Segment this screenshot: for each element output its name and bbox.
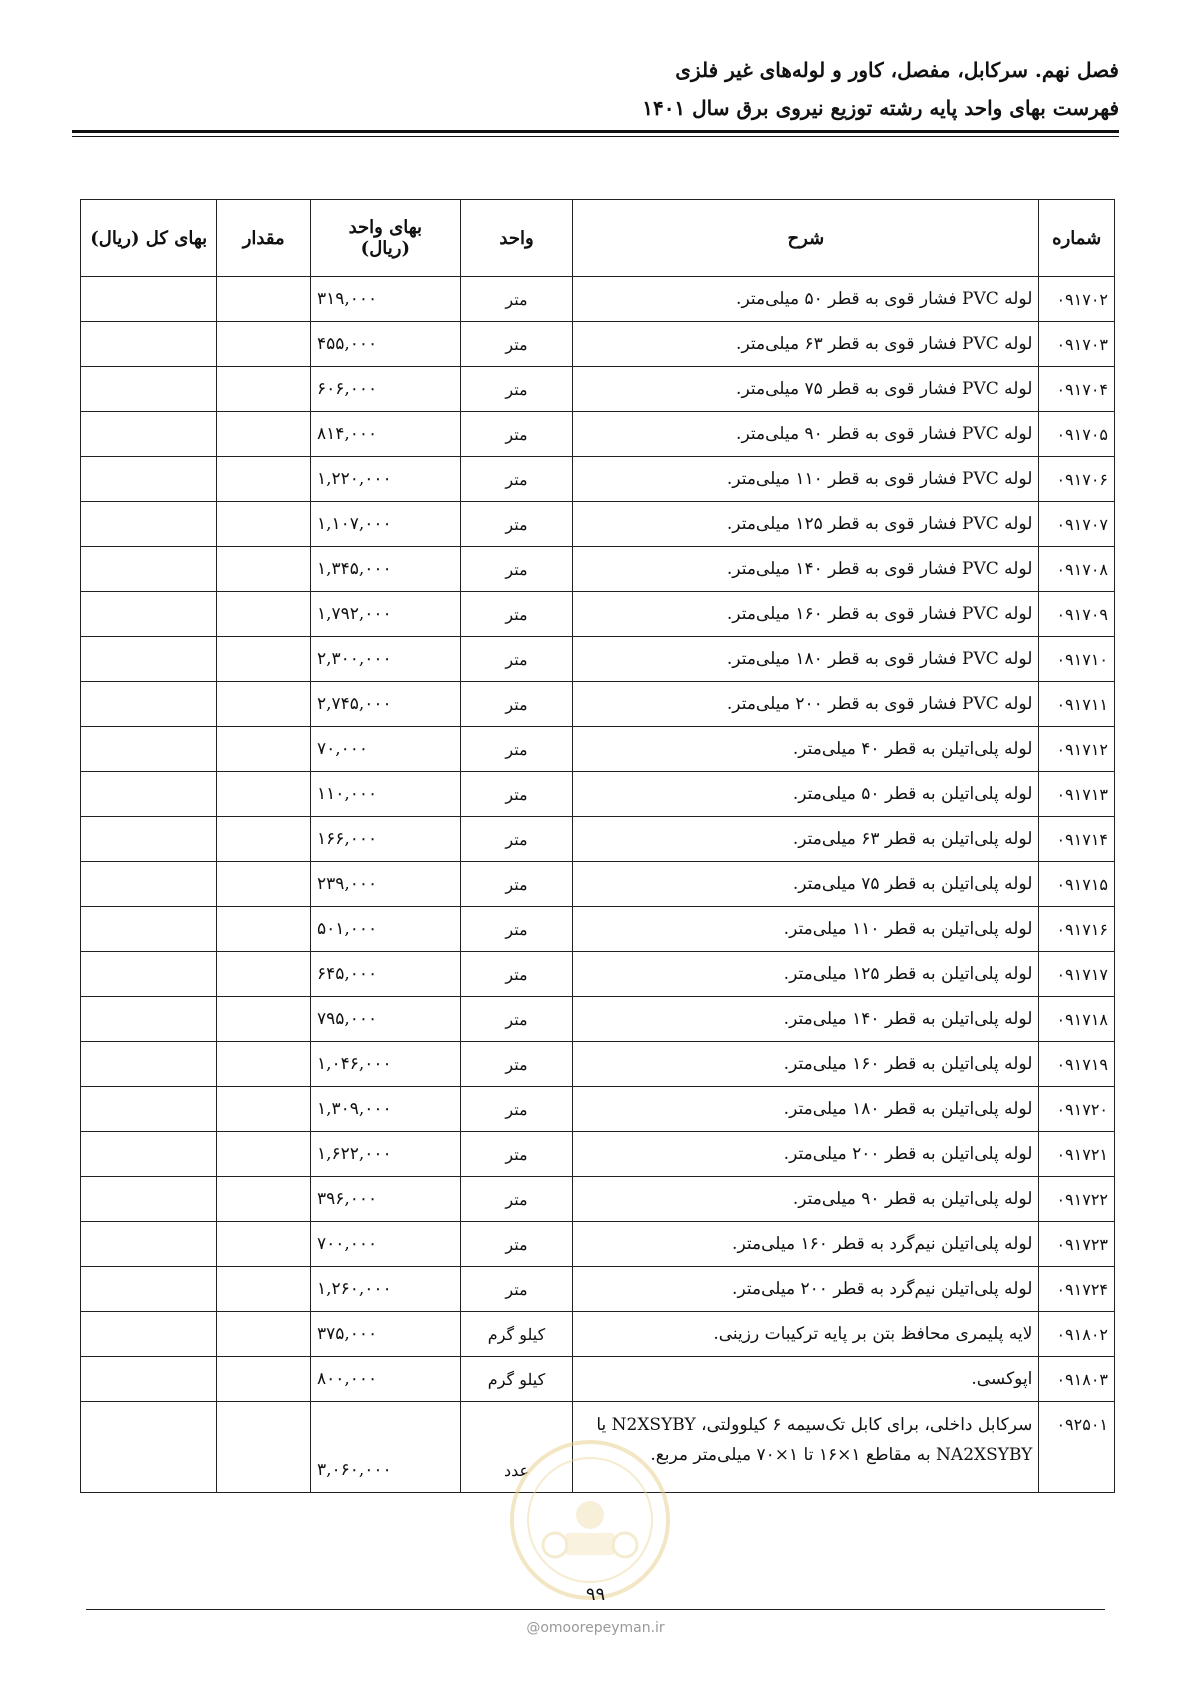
row-total [81, 457, 217, 502]
row-unit-price: ۲,۳۰۰,۰۰۰ [310, 637, 460, 682]
row-unit: عدد [460, 1402, 573, 1493]
row-unit: متر [460, 412, 573, 457]
row-quantity [217, 1357, 311, 1402]
row-description: لوله PVC فشار قوی به قطر ۱۶۰ میلی‌متر. [573, 592, 1039, 637]
row-description: لوله PVC فشار قوی به قطر ۱۴۰ میلی‌متر. [573, 547, 1039, 592]
row-unit-price: ۴۵۵,۰۰۰ [310, 322, 460, 367]
row-description: لوله پلی‌اتیلن نیم‌گرد به قطر ۱۶۰ میلی‌متر. [573, 1222, 1039, 1267]
row-unit-price: ۱,۲۶۰,۰۰۰ [310, 1267, 460, 1312]
row-unit-price: ۷۹۵,۰۰۰ [310, 997, 460, 1042]
row-description: لوله پلی‌اتیلن به قطر ۱۸۰ میلی‌متر. [573, 1087, 1039, 1132]
row-code: ۰۹۱۷۱۶ [1039, 907, 1115, 952]
row-code: ۰۹۱۷۱۱ [1039, 682, 1115, 727]
row-unit: متر [460, 277, 573, 322]
row-unit: متر [460, 322, 573, 367]
row-unit: متر [460, 862, 573, 907]
table-row [81, 367, 1115, 412]
row-unit: متر [460, 367, 573, 412]
row-description: لوله PVC فشار قوی به قطر ۷۵ میلی‌متر. [573, 367, 1039, 412]
row-code: ۰۹۱۷۲۴ [1039, 1267, 1115, 1312]
row-total [81, 277, 217, 322]
price-table [80, 199, 1115, 1493]
row-quantity [217, 547, 311, 592]
row-total [81, 997, 217, 1042]
row-unit: متر [460, 592, 573, 637]
table-row [81, 1312, 1115, 1357]
row-quantity [217, 1042, 311, 1087]
table-row [81, 1222, 1115, 1267]
website-watermark: @omoorepeyman.ir [526, 1620, 665, 1636]
row-quantity [217, 277, 311, 322]
row-total [81, 1132, 217, 1177]
row-quantity [217, 412, 311, 457]
header-description: شرح [573, 200, 1039, 277]
table-row [81, 772, 1115, 817]
row-unit: متر [460, 682, 573, 727]
row-code: ۰۹۱۷۰۵ [1039, 412, 1115, 457]
row-description: لوله PVC فشار قوی به قطر ۱۱۰ میلی‌متر. [573, 457, 1039, 502]
row-code: ۰۹۱۸۰۳ [1039, 1357, 1115, 1402]
row-total [81, 412, 217, 457]
row-description: لوله PVC فشار قوی به قطر ۶۳ میلی‌متر. [573, 322, 1039, 367]
row-description: لایه پلیمری محافظ بتن بر پایه ترکیبات رزینی. [573, 1312, 1039, 1357]
row-unit: متر [460, 1042, 573, 1087]
page-number: ۹۹ [585, 1584, 606, 1605]
row-unit-price: ۳,۰۶۰,۰۰۰ [310, 1402, 460, 1493]
row-code: ۰۹۲۵۰۱ [1039, 1402, 1115, 1493]
row-quantity [217, 637, 311, 682]
row-unit-price: ۱,۶۲۲,۰۰۰ [310, 1132, 460, 1177]
row-description-line1: سرکابل داخلی، برای کابل تک‌سیمه ۶ کیلوولتی، N2XSYBY یا [596, 1415, 1033, 1435]
row-quantity [217, 592, 311, 637]
row-unit-price: ۷۰۰,۰۰۰ [310, 1222, 460, 1267]
row-total [81, 502, 217, 547]
row-description: لوله پلی‌اتیلن به قطر ۱۴۰ میلی‌متر. [573, 997, 1039, 1042]
row-total [81, 592, 217, 637]
row-quantity [217, 1177, 311, 1222]
row-code: ۰۹۱۷۲۰ [1039, 1087, 1115, 1132]
row-unit: متر [460, 457, 573, 502]
header-divider-thick [72, 130, 1119, 133]
row-code: ۰۹۱۷۱۲ [1039, 727, 1115, 772]
row-quantity [217, 997, 311, 1042]
table-header-row [81, 200, 1115, 277]
header-total-price: بهای کل (ریال) [81, 200, 217, 277]
row-description: لوله پلی‌اتیلن به قطر ۱۲۵ میلی‌متر. [573, 952, 1039, 997]
page-header [72, 58, 1119, 126]
row-description: لوله پلی‌اتیلن به قطر ۴۰ میلی‌متر. [573, 727, 1039, 772]
table-row [81, 1042, 1115, 1087]
table-row [81, 952, 1115, 997]
table-row [81, 727, 1115, 772]
row-unit-price: ۲,۷۴۵,۰۰۰ [310, 682, 460, 727]
row-unit-price: ۱,۳۰۹,۰۰۰ [310, 1087, 460, 1132]
header-quantity: مقدار [217, 200, 311, 277]
row-unit: متر [460, 727, 573, 772]
row-unit-price: ۸۰۰,۰۰۰ [310, 1357, 460, 1402]
row-description: لوله PVC فشار قوی به قطر ۱۸۰ میلی‌متر. [573, 637, 1039, 682]
row-description: لوله پلی‌اتیلن به قطر ۱۱۰ میلی‌متر. [573, 907, 1039, 952]
row-quantity [217, 1267, 311, 1312]
table-row [81, 817, 1115, 862]
row-description: لوله پلی‌اتیلن به قطر ۵۰ میلی‌متر. [573, 772, 1039, 817]
row-total [81, 1042, 217, 1087]
footer-divider [86, 1609, 1105, 1610]
row-unit-price: ۱,۷۹۲,۰۰۰ [310, 592, 460, 637]
row-unit: متر [460, 1132, 573, 1177]
table-row [81, 547, 1115, 592]
row-quantity [217, 907, 311, 952]
header-unit: واحد [460, 200, 573, 277]
row-unit: متر [460, 817, 573, 862]
table-row [81, 1132, 1115, 1177]
row-total [81, 637, 217, 682]
row-description: لوله پلی‌اتیلن نیم‌گرد به قطر ۲۰۰ میلی‌متر. [573, 1267, 1039, 1312]
row-unit: متر [460, 907, 573, 952]
row-total [81, 952, 217, 997]
row-unit: متر [460, 772, 573, 817]
table-row [81, 997, 1115, 1042]
row-description: لوله پلی‌اتیلن به قطر ۹۰ میلی‌متر. [573, 1177, 1039, 1222]
row-description: لوله PVC فشار قوی به قطر ۵۰ میلی‌متر. [573, 277, 1039, 322]
row-unit: متر [460, 1177, 573, 1222]
row-unit-price: ۶۴۵,۰۰۰ [310, 952, 460, 997]
row-description: اپوکسی. [573, 1357, 1039, 1402]
row-total [81, 862, 217, 907]
row-quantity [217, 1312, 311, 1357]
row-code: ۰۹۱۷۰۶ [1039, 457, 1115, 502]
row-description: لوله PVC فشار قوی به قطر ۲۰۰ میلی‌متر. [573, 682, 1039, 727]
table-row [81, 322, 1115, 367]
row-code: ۰۹۱۷۰۷ [1039, 502, 1115, 547]
row-unit: متر [460, 637, 573, 682]
table-row [81, 1267, 1115, 1312]
row-code: ۰۹۱۷۱۹ [1039, 1042, 1115, 1087]
row-unit-price: ۱۱۰,۰۰۰ [310, 772, 460, 817]
chapter-title: فصل نهم. سرکابل، مفصل، کاور و لوله‌های غیر فلزی [675, 58, 1119, 82]
table-row [81, 457, 1115, 502]
row-quantity [217, 367, 311, 412]
row-code: ۰۹۱۷۲۲ [1039, 1177, 1115, 1222]
table-row [81, 1357, 1115, 1402]
row-quantity [217, 727, 311, 772]
row-unit-price: ۱,۳۴۵,۰۰۰ [310, 547, 460, 592]
row-total [81, 682, 217, 727]
table-row [81, 637, 1115, 682]
row-unit: متر [460, 1222, 573, 1267]
row-unit-price: ۷۰,۰۰۰ [310, 727, 460, 772]
row-total [81, 727, 217, 772]
row-quantity [217, 1222, 311, 1267]
row-unit-price: ۱,۱۰۷,۰۰۰ [310, 502, 460, 547]
row-unit-price: ۳۹۶,۰۰۰ [310, 1177, 460, 1222]
header-unit-price [310, 200, 460, 277]
row-code: ۰۹۱۷۰۴ [1039, 367, 1115, 412]
row-quantity [217, 1402, 311, 1493]
row-unit: متر [460, 502, 573, 547]
table-row [81, 907, 1115, 952]
row-code: ۰۹۱۷۰۲ [1039, 277, 1115, 322]
row-unit-price: ۱۶۶,۰۰۰ [310, 817, 460, 862]
row-unit-price: ۳۷۵,۰۰۰ [310, 1312, 460, 1357]
row-unit: متر [460, 1087, 573, 1132]
row-code: ۰۹۱۷۲۱ [1039, 1132, 1115, 1177]
row-quantity [217, 772, 311, 817]
row-code: ۰۹۱۷۱۴ [1039, 817, 1115, 862]
row-total [81, 367, 217, 412]
row-total [81, 1312, 217, 1357]
table-row [81, 592, 1115, 637]
table-row [81, 412, 1115, 457]
row-total [81, 1087, 217, 1132]
row-total [81, 1267, 217, 1312]
row-description: لوله PVC فشار قوی به قطر ۹۰ میلی‌متر. [573, 412, 1039, 457]
row-unit-price: ۱,۰۴۶,۰۰۰ [310, 1042, 460, 1087]
row-description-line2: NA2XSYBY به مقاطع ۱×۱۶ تا ۱×۷۰ میلی‌متر مربع. [650, 1445, 1033, 1465]
row-quantity [217, 682, 311, 727]
row-quantity [217, 952, 311, 997]
row-unit-price: ۱,۲۲۰,۰۰۰ [310, 457, 460, 502]
row-unit: کیلو گرم [460, 1357, 573, 1402]
row-description: لوله PVC فشار قوی به قطر ۱۲۵ میلی‌متر. [573, 502, 1039, 547]
row-total [81, 1402, 217, 1493]
row-quantity [217, 457, 311, 502]
document-subtitle: فهرست بهای واحد پایه رشته توزیع نیروی برق سال ۱۴۰۱ [642, 96, 1119, 120]
row-unit-price: ۶۰۶,۰۰۰ [310, 367, 460, 412]
row-total [81, 817, 217, 862]
row-total [81, 907, 217, 952]
table-row [81, 277, 1115, 322]
table-row [81, 1177, 1115, 1222]
row-code: ۰۹۱۷۱۳ [1039, 772, 1115, 817]
row-description: لوله پلی‌اتیلن به قطر ۲۰۰ میلی‌متر. [573, 1132, 1039, 1177]
row-total [81, 1357, 217, 1402]
row-code: ۰۹۱۷۲۳ [1039, 1222, 1115, 1267]
row-unit: متر [460, 1267, 573, 1312]
row-unit: متر [460, 997, 573, 1042]
header-unit-price-line1: بهای واحد [348, 217, 423, 238]
row-quantity [217, 322, 311, 367]
row-total [81, 1177, 217, 1222]
header-unit-price-line2: (ریال) [360, 238, 410, 259]
row-total [81, 322, 217, 367]
watermark-seal-icon [505, 1435, 675, 1605]
row-code: ۰۹۱۷۱۵ [1039, 862, 1115, 907]
row-quantity [217, 1132, 311, 1177]
table-row [81, 1087, 1115, 1132]
row-total [81, 772, 217, 817]
row-code: ۰۹۱۷۰۹ [1039, 592, 1115, 637]
row-quantity [217, 862, 311, 907]
row-code: ۰۹۱۸۰۲ [1039, 1312, 1115, 1357]
row-code: ۰۹۱۷۱۷ [1039, 952, 1115, 997]
row-unit: متر [460, 547, 573, 592]
row-code: ۰۹۱۷۰۳ [1039, 322, 1115, 367]
table-row [81, 502, 1115, 547]
header-code: شماره [1039, 200, 1115, 277]
header-divider-thin [72, 136, 1119, 137]
row-unit: متر [460, 952, 573, 997]
table-row [81, 862, 1115, 907]
row-quantity [217, 817, 311, 862]
row-unit-price: ۵۰۱,۰۰۰ [310, 907, 460, 952]
table-row [81, 682, 1115, 727]
row-description: لوله پلی‌اتیلن به قطر ۶۳ میلی‌متر. [573, 817, 1039, 862]
row-unit: کیلو گرم [460, 1312, 573, 1357]
row-code: ۰۹۱۷۰۸ [1039, 547, 1115, 592]
row-unit-price: ۲۳۹,۰۰۰ [310, 862, 460, 907]
row-quantity [217, 1087, 311, 1132]
row-description: لوله پلی‌اتیلن به قطر ۷۵ میلی‌متر. [573, 862, 1039, 907]
row-total [81, 547, 217, 592]
row-unit-price: ۸۱۴,۰۰۰ [310, 412, 460, 457]
row-code: ۰۹۱۷۱۸ [1039, 997, 1115, 1042]
row-total [81, 1222, 217, 1267]
row-code: ۰۹۱۷۱۰ [1039, 637, 1115, 682]
row-unit-price: ۳۱۹,۰۰۰ [310, 277, 460, 322]
row-description: لوله پلی‌اتیلن به قطر ۱۶۰ میلی‌متر. [573, 1042, 1039, 1087]
row-quantity [217, 502, 311, 547]
